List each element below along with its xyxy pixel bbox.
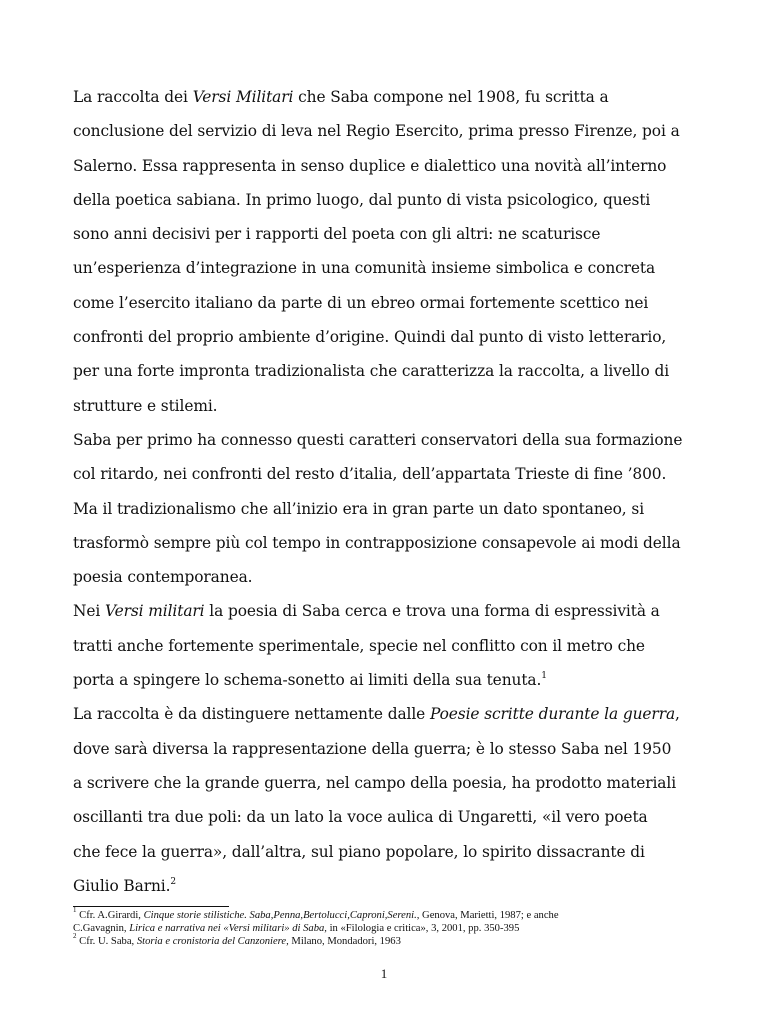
text-run: trasformò sempre più col tempo in contrapposizione consapevole ai modi della bbox=[73, 533, 681, 552]
text-line bbox=[73, 663, 705, 697]
text-line bbox=[73, 560, 705, 594]
text-line bbox=[73, 800, 705, 834]
text-run: strutture e stilemi. bbox=[73, 396, 218, 415]
text-run: Nei bbox=[73, 602, 105, 621]
text-run: , bbox=[675, 705, 680, 724]
text-run: a scrivere che la grande guerra, nel campo della poesia, ha prodotto materiali bbox=[73, 773, 677, 792]
text-run: in «Filologia e critica», 3, 2001, pp. 350-395 bbox=[326, 922, 520, 934]
text-line bbox=[73, 732, 705, 766]
text-run: porta a spingere lo schema-sonetto ai limiti della sua tenuta. bbox=[73, 671, 542, 690]
text-run: un’esperienza d’integrazione in una comunità insieme simbolica e concreta bbox=[73, 259, 656, 278]
footnote-2 bbox=[73, 932, 713, 949]
italic-title: Cinque storie stilistiche. Saba,Penna,Bertolucci,Caproni,Sereni., bbox=[143, 910, 420, 921]
text-line bbox=[73, 114, 705, 148]
text-line bbox=[73, 869, 705, 903]
text-line bbox=[73, 80, 705, 114]
text-run: Cfr. A.Girardi, bbox=[76, 910, 144, 921]
text-run: C.Gavagnin, bbox=[73, 922, 130, 934]
text-run: col ritardo, nei confronti del resto d’italia, dell’appartata Trieste di fine ’800. bbox=[73, 465, 667, 484]
text-run: Ma il tradizionalismo che all’inizio era in gran parte un dato spontaneo, si bbox=[73, 499, 645, 518]
text-line bbox=[73, 697, 705, 731]
text-run: Cfr. U. Saba, bbox=[76, 935, 137, 947]
text-run: della poetica sabiana. In primo luogo, dal punto di vista psicologico, questi bbox=[73, 190, 651, 209]
text-run: dove sarà diversa la rappresentazione della guerra; è lo stesso Saba nel 1950 bbox=[73, 739, 672, 758]
paragraph bbox=[73, 594, 705, 697]
text-line bbox=[73, 766, 705, 800]
text-line bbox=[73, 354, 705, 388]
text-run: Saba per primo ha connesso questi caratteri conservatori della sua formazione bbox=[73, 430, 683, 449]
paragraph bbox=[73, 423, 705, 594]
text-run: che Saba compone nel 1908, fu scritta a bbox=[293, 88, 609, 106]
text-line bbox=[73, 251, 705, 285]
footnote-line bbox=[73, 923, 713, 936]
text-run: La raccolta dei bbox=[73, 88, 193, 106]
text-line bbox=[73, 286, 705, 320]
italic-title: Versi Militari bbox=[192, 88, 294, 106]
text-run: tratti anche fortemente sperimentale, specie nel conflitto con il metro che bbox=[73, 636, 645, 655]
text-run: conclusione del servizio di leva nel Regio Esercito, prima presso Firenze, poi a bbox=[73, 122, 680, 141]
text-line bbox=[73, 594, 705, 628]
text-line bbox=[73, 457, 705, 491]
paragraph bbox=[73, 80, 705, 423]
footnote-marker: 1 bbox=[541, 670, 547, 681]
paragraph bbox=[73, 697, 705, 903]
footnote-1 bbox=[73, 906, 713, 936]
text-run: La raccolta è da distinguere nettamente dalle bbox=[73, 705, 430, 724]
footnote-divider bbox=[73, 906, 229, 907]
italic-title: Versi militari bbox=[105, 602, 205, 621]
text-run: oscillanti tra due poli: da un lato la voce aulica di Ungaretti, «il vero poeta bbox=[73, 808, 648, 827]
text-line bbox=[73, 183, 705, 217]
text-run: Giulio Barni. bbox=[73, 876, 171, 895]
text-run: Salerno. Essa rappresenta in senso duplice e dialettico una novità all’interno bbox=[73, 156, 667, 175]
text-line bbox=[73, 492, 705, 526]
text-run: poesia contemporanea. bbox=[73, 568, 253, 587]
page-number: 1 bbox=[380, 966, 388, 981]
footnote-line bbox=[73, 906, 713, 923]
footnote-marker: 2 bbox=[170, 876, 177, 887]
text-line bbox=[73, 389, 705, 423]
text-line bbox=[73, 835, 705, 869]
text-line bbox=[73, 629, 705, 663]
text-run: la poesia di Saba cerca e trova una forma di espressività a bbox=[204, 602, 660, 621]
text-run: Genova, Marietti, 1987; e anche bbox=[419, 910, 559, 921]
text-run: sono anni decisivi per i rapporti del poeta con gli altri: ne scaturisce bbox=[73, 225, 601, 244]
text-line bbox=[73, 526, 705, 560]
text-run: che fece la guerra», dall’altra, sul piano popolare, lo spirito dissacrante di bbox=[73, 842, 645, 861]
body-text bbox=[73, 80, 705, 903]
footnote-line bbox=[73, 932, 713, 949]
footnotes bbox=[73, 906, 713, 948]
text-line bbox=[73, 320, 705, 354]
text-line bbox=[73, 149, 705, 183]
italic-title: Lirica e narrativa nei «Versi militari» di Saba, bbox=[129, 922, 327, 934]
text-run: come l’esercito italiano da parte di un ebreo ormai fortemente scettico nei bbox=[73, 293, 649, 312]
italic-title: Poesie scritte durante la guerra bbox=[429, 705, 676, 724]
text-run: per una forte impronta tradizionalista che caratterizza la raccolta, a livello di bbox=[73, 362, 670, 381]
text-line bbox=[73, 423, 705, 457]
italic-title: Storia e cronistoria del Canzoniere, bbox=[136, 935, 289, 947]
footnote-marker: 1 bbox=[73, 906, 77, 915]
text-run: Milano, Mondadori, 1963 bbox=[288, 935, 401, 947]
text-line bbox=[73, 217, 705, 251]
text-run: confronti del proprio ambiente d’origine. Quindi dal punto di visto letterario, bbox=[73, 328, 667, 347]
footnote-marker: 2 bbox=[73, 932, 77, 941]
